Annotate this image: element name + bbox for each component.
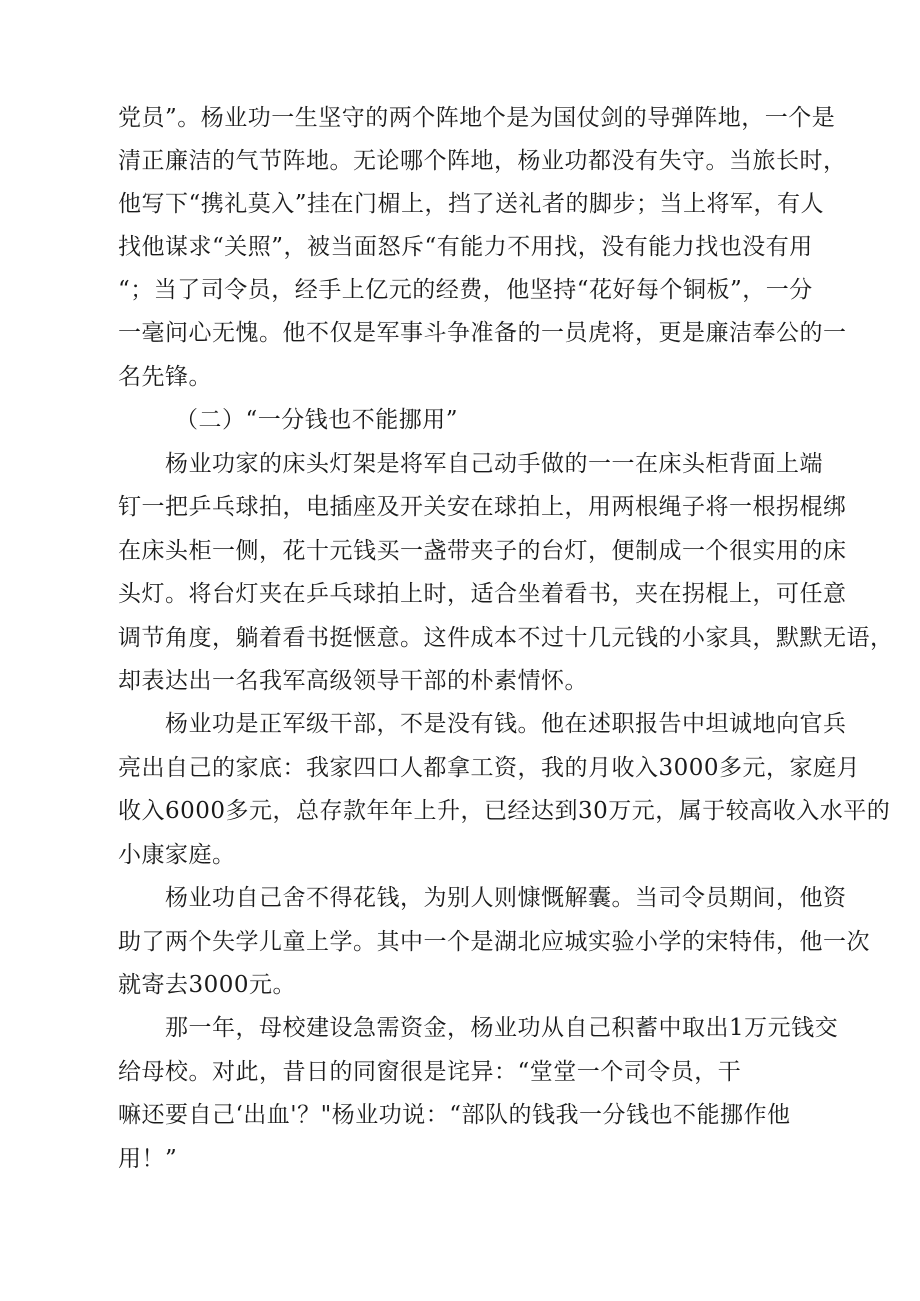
section-heading: （二）“一分钱也不能挪用” <box>175 407 459 433</box>
paragraph-line: 用！” <box>118 1146 178 1172</box>
paragraph-line: 一毫问心无愧。他不仅是军事斗争准备的一员虎将，更是廉洁奉公的一 <box>118 320 847 346</box>
paragraph-line: 钉一把乒乓球拍，电插座及开关安在球拍上，用两根绳子将一根拐棍绑 <box>118 494 847 520</box>
paragraph-line: 就寄去3000元。 <box>118 972 297 998</box>
paragraph-line: 杨业功自己舍不得花钱，为别人则慷慨解囊。当司令员期间，他资 <box>165 885 847 911</box>
paragraph-line: 党员”。杨业功一生坚守的两个阵地个是为国仗剑的导弹阵地，一个是 <box>118 105 836 131</box>
paragraph-line: 收入6000多元，总存款年年上升，已经达到30万元，属于较高收入水平的 <box>118 798 891 824</box>
paragraph-line: 调节角度，躺着看书挺惬意。这件成本不过十几元钱的小家具，默默无语， <box>118 625 894 651</box>
paragraph-line: 那一年，母校建设急需资金，杨业功从自己积蓄中取出1万元钱交 <box>165 1015 839 1041</box>
paragraph-line: 助了两个失学儿童上学。其中一个是湖北应城实验小学的宋特伟，他一次 <box>118 929 870 955</box>
paragraph-line: 名先锋。 <box>118 364 212 390</box>
paragraph-line: 他写下“携礼莫入”挂在门楣上，挡了送礼者的脚步；当上将军，有人 <box>118 191 825 217</box>
paragraph-line: 小康家庭。 <box>118 842 236 868</box>
paragraph-line: 清正廉洁的气节阵地。无论哪个阵地，杨业功都没有失守。当旅长时， <box>118 148 847 174</box>
paragraph-line: “；当了司令员，经手上亿元的经费，他坚持“花好每个铜板”，一分 <box>118 277 813 303</box>
paragraph-line: 头灯。将台灯夹在乒乓球拍上时，适合坐着看书，夹在拐棍上，可任意 <box>118 581 847 607</box>
paragraph-line: 杨业功是正军级干部，不是没有钱。他在述职报告中坦诚地向官兵 <box>165 711 847 737</box>
paragraph-line: 杨业功家的床头灯架是将军自己动手做的一一在床头柜背面上端 <box>165 451 823 477</box>
paragraph-line: 却表达出一名我军高级领导干部的朴素情怀。 <box>118 668 588 694</box>
paragraph-line: 嘛还要自己‘出血'？"杨业功说：“部队的钱我一分钱也不能挪作他 <box>118 1102 791 1128</box>
paragraph-line: 给母校。对此，昔日的同窗很是诧异：“堂堂一个司令员，干 <box>118 1059 742 1085</box>
paragraph-line: 找他谋求“关照”，被当面怒斥“有能力不用找，没有能力找也没有用 <box>118 234 813 260</box>
paragraph-line: 在床头柜一侧，花十元钱买一盏带夹子的台灯，便制成一个很实用的床 <box>118 538 847 564</box>
paragraph-line: 亮出自己的家底：我家四口人都拿工资，我的月收入3000多元，家庭月 <box>118 755 861 781</box>
